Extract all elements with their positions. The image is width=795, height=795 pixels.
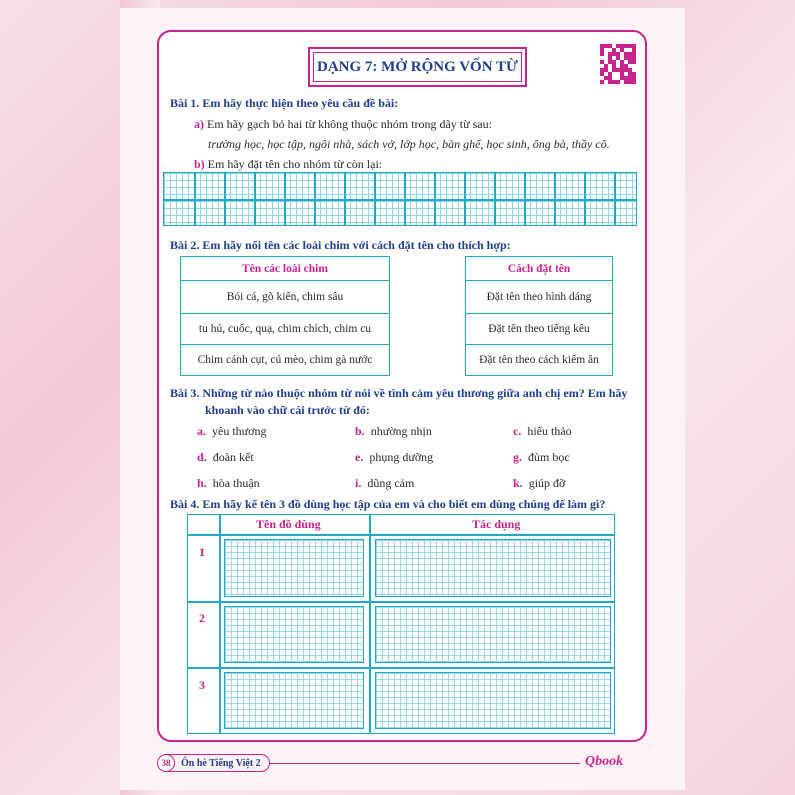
option-text: đoàn kết (212, 450, 254, 464)
item-name-grid-3[interactable] (224, 672, 364, 729)
book-title: Ôn hè Tiếng Việt 2 (181, 757, 261, 769)
table-header-divider (187, 534, 615, 536)
table-row-divider (187, 667, 615, 669)
option-letter: a. (197, 424, 206, 438)
grid-column-band (434, 173, 436, 225)
option-letter: g. (513, 450, 522, 464)
bai3-prompt-line2: khoanh vào chữ cái trước từ đó: (205, 403, 370, 417)
page-number: 38 (157, 754, 175, 772)
purpose-grid-1[interactable] (375, 539, 611, 597)
option-item[interactable] (355, 450, 433, 465)
row-number: 3 (199, 678, 205, 692)
bai1-a-label: a) (194, 117, 204, 131)
grid-column-band (494, 173, 496, 225)
option-letter: h. (197, 476, 207, 490)
footer-badge (158, 754, 270, 772)
naming-row[interactable]: Đặt tên theo cách kiếm ăn (466, 345, 613, 376)
publisher-logo: Qbook (585, 754, 624, 769)
grid-column-band (554, 173, 556, 225)
option-letter: i. (355, 476, 362, 490)
option-item[interactable] (197, 450, 254, 465)
qr-code-icon (600, 44, 636, 84)
grid-band (164, 199, 636, 201)
row-number: 2 (199, 611, 205, 625)
grid-column-band (374, 173, 376, 225)
option-item[interactable] (513, 476, 565, 491)
bai4-label: Bài 4. (170, 497, 200, 511)
bai2-label: Bài 2. (170, 238, 200, 252)
col-header-item-name: Tên đồ dùng (256, 517, 321, 531)
col-header-purpose: Tác dụng (472, 517, 521, 531)
option-text: yêu thương (212, 424, 267, 438)
bird-row[interactable]: Chim cánh cụt, cú mèo, chim gà nước (181, 345, 390, 376)
grid-column-band (254, 173, 256, 225)
bai3-prompt-line1: Những từ nào thuộc nhóm từ nói về tình cảm yêu thương giữa anh chị em? Em hãy (202, 386, 628, 400)
naming-row[interactable]: Đặt tên theo tiếng kêu (466, 314, 613, 345)
bai3-label: Bài 3. (170, 386, 200, 400)
item-name-grid-2[interactable] (224, 606, 364, 663)
bai2-prompt: Em hãy nối tên các loài chim với cách đặt tên cho thích hợp: (202, 238, 511, 252)
bai4-heading (170, 497, 605, 512)
option-letter: k. (513, 476, 523, 490)
naming-row[interactable]: Đặt tên theo hình dáng (466, 281, 613, 314)
grid-column-band (524, 173, 526, 225)
bai1-writing-grid[interactable] (163, 172, 637, 226)
option-text: dũng cảm (367, 476, 415, 490)
bai1-heading (170, 96, 398, 111)
title-box (308, 47, 527, 87)
grid-column-band (284, 173, 286, 225)
footer-divider (270, 763, 580, 764)
naming-methods-header: Cách đặt tên (466, 257, 613, 281)
option-item[interactable] (197, 476, 260, 491)
option-item[interactable] (513, 424, 572, 439)
option-item[interactable] (513, 450, 570, 465)
table-col-divider (369, 514, 371, 734)
option-letter: d. (197, 450, 207, 464)
grid-column-band (194, 173, 196, 225)
option-letter: b. (355, 424, 365, 438)
option-item[interactable] (197, 424, 267, 439)
page-title: DẠNG 7: MỞ RỘNG VỐN TỪ (313, 52, 522, 82)
purpose-grid-2[interactable] (375, 606, 611, 663)
bai2-heading (170, 238, 511, 253)
bai4-prompt: Em hãy kể tên 3 đồ dùng học tập của em và cho biết em dùng chúng để làm gì? (202, 497, 606, 511)
grid-column-band (344, 173, 346, 225)
option-text: nhường nhịn (370, 424, 432, 438)
table-row-divider (187, 601, 615, 603)
purpose-grid-3[interactable] (375, 672, 611, 729)
bai1-label: Bài 1. (170, 96, 200, 110)
grid-column-band (614, 173, 616, 225)
option-text: đùm bọc (528, 450, 570, 464)
grid-column-band (224, 173, 226, 225)
option-item[interactable] (355, 424, 432, 439)
table-col-divider (219, 514, 221, 734)
bird-names-header: Tên các loài chim (181, 257, 390, 281)
bird-row[interactable]: Bói cá, gõ kiến, chim sâu (181, 281, 390, 314)
bai1-b-label: b) (194, 157, 205, 171)
option-letter: e. (355, 450, 364, 464)
option-text: hiếu thảo (527, 424, 572, 438)
option-text: giúp đỡ (528, 476, 566, 490)
bai1-a-line (194, 117, 492, 132)
option-text: hòa thuận (212, 476, 260, 490)
item-name-grid-1[interactable] (224, 539, 364, 597)
row-number: 1 (199, 545, 205, 559)
bird-row[interactable]: tu hú, cuốc, quạ, chim chích, chim cu (181, 314, 390, 345)
bai1-prompt: Em hãy thực hiện theo yêu cầu đề bài: (202, 96, 399, 110)
bai1-a-text: Em hãy gạch bỏ hai từ không thuộc nhóm trong dãy từ sau: (207, 117, 492, 131)
option-item[interactable] (355, 476, 414, 491)
bai1-b-line (194, 157, 382, 172)
bai1-word-list: trường học, học tập, ngôi nhà, sách vở, lớp học, bàn ghế, học sinh, ông bà, thầy cô. (208, 137, 610, 151)
bai1-b-text: Em hãy đặt tên cho nhóm từ còn lại: (207, 157, 383, 171)
option-letter: c. (513, 424, 522, 438)
grid-column-band (464, 173, 466, 225)
bird-names-table (180, 256, 390, 376)
naming-methods-table (465, 256, 613, 376)
grid-column-band (404, 173, 406, 225)
option-text: phụng dưỡng (369, 450, 434, 464)
grid-column-band (314, 173, 316, 225)
grid-column-band (584, 173, 586, 225)
bai3-heading (170, 386, 627, 401)
